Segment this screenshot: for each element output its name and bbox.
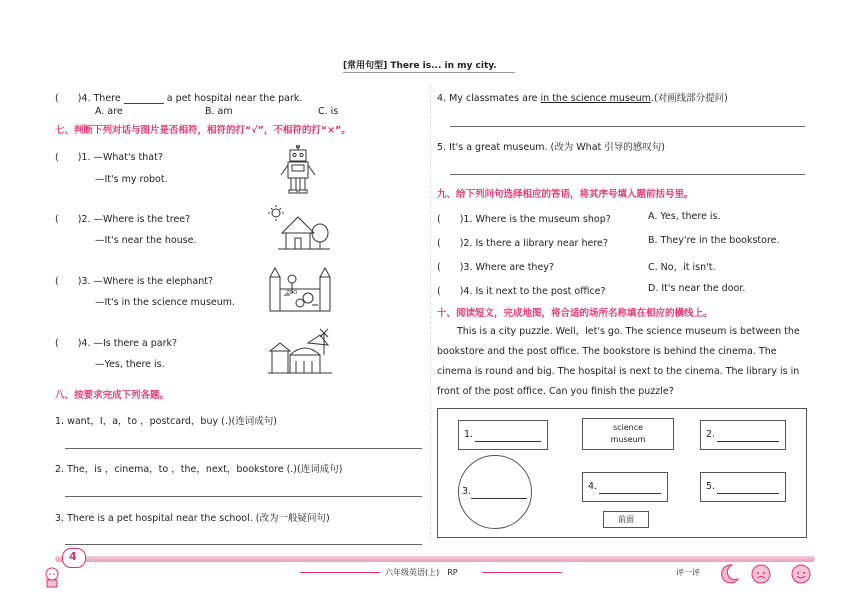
s9-item-4: ( )4. Is it next to the post office? — [437, 286, 606, 297]
header-rule — [343, 72, 515, 73]
reading-passage: This is a city puzzle. Well，let's go. The science museum is between the bookstore and the post office. The bookstore is behind the cinema. The cinema is round and big. The hospital is next to the cinema. The library is in front of the post office. Can you finish the puzzle? — [437, 326, 800, 397]
s9-answer-a: A. Yes, there is. — [648, 211, 721, 222]
footer-bar — [55, 556, 815, 562]
s7-item-3-a: —It's in the science museum. — [95, 297, 236, 308]
face-icon-sad — [750, 563, 772, 585]
r-q4: 4. My classmates are in the science museum.(对画线部分提问) — [437, 93, 728, 104]
s9-item-1: ( )1. Where is the museum shop? — [437, 214, 611, 225]
robot-picture — [278, 145, 318, 195]
map-slot-3-cinema-circle[interactable]: 3. — [458, 455, 532, 529]
footer-rule-right — [482, 572, 562, 573]
s7-item-1-q: ( )1. —What's that? — [55, 152, 163, 163]
map-slot-2[interactable]: 2. — [700, 420, 786, 450]
map-front-label: 前面 — [603, 511, 649, 528]
city-map — [437, 408, 807, 538]
page-header: [常用句型] There is... in my city. — [343, 61, 497, 71]
s7-item-4-a: —Yes, there is. — [95, 359, 165, 370]
svg-text:ZOO: ZOO — [286, 290, 298, 296]
footer-center-text: 六年级英语(上) RP — [385, 568, 458, 577]
moon-icon — [718, 563, 740, 585]
map-slot-1[interactable]: 1. — [458, 420, 548, 450]
footer-rule-left — [300, 572, 380, 573]
footer-rating-label: 评一评 — [676, 568, 700, 577]
s9-answer-b: B. They're in the bookstore. — [648, 235, 780, 246]
s7-item-2-a: —It's near the house. — [95, 235, 197, 246]
section-9-title: 九、给下列问句选择相应的答语，将其序号填入题前括号里。 — [437, 189, 694, 200]
section-10-title: 十、阅读短文，完成地图，将合适的场所名称填在相应的横线上。 — [437, 308, 713, 319]
s8-item-3: 3. There is a pet hospital near the school. (改为一般疑问句) — [55, 513, 330, 524]
museum-picture — [268, 265, 332, 313]
s9-answer-d: D. It's near the door. — [648, 283, 746, 294]
r-q5-answer-line[interactable] — [450, 174, 805, 175]
face-icon-happy — [790, 563, 812, 585]
map-slot-4[interactable]: 4. — [582, 472, 668, 502]
s9-item-3: ( )3. Where are they? — [437, 262, 554, 273]
r-q5: 5. It's a great museum. (改为 What 引导的感叹句) — [437, 142, 665, 153]
park-picture — [268, 325, 332, 377]
r-q4-answer-line[interactable] — [450, 126, 805, 127]
option-c: C. is — [318, 106, 339, 117]
s8-item-1: 1. want，I，a，to ，postcard，buy (.)(连词成句) — [55, 416, 277, 427]
s7-item-2-q: ( )2. —Where is the tree? — [55, 214, 191, 225]
page-number: 4 — [69, 550, 77, 563]
cartoon-child-icon — [42, 566, 62, 588]
s8-answer-line-3[interactable] — [65, 544, 422, 545]
option-b: B. am — [205, 106, 233, 117]
map-slot-5[interactable]: 5. — [700, 472, 786, 502]
section-8-title: 八、按要求完成下列各题。 — [55, 390, 170, 401]
house-tree-picture — [268, 205, 332, 251]
s9-answer-c: C. No，it isn't. — [648, 262, 716, 273]
option-a: A. are — [95, 106, 123, 117]
column-divider — [430, 85, 431, 540]
s8-answer-line-2[interactable] — [65, 496, 422, 497]
s8-answer-line-1[interactable] — [65, 448, 422, 449]
q4-choice: ( )4. There a pet hospital near the park. — [55, 93, 303, 104]
s7-item-1-a: —It's my robot. — [95, 174, 168, 185]
s9-item-2: ( )2. Is there a library near here? — [437, 238, 608, 249]
s7-item-4-q: ( )4. —Is there a park? — [55, 338, 178, 349]
section-7-title: 七、判断下列对话与图片是否相符，相符的打“√”，不相符的打“×”。 — [55, 125, 351, 136]
answer-blank[interactable] — [124, 103, 164, 104]
science-museum-box: science museum — [582, 418, 674, 450]
s7-item-3-q: ( )3. —Where is the elephant? — [55, 276, 214, 287]
s8-item-2: 2. The，is ，cinema，to ，the，next，bookstore (.)(连词成句) — [55, 464, 343, 475]
